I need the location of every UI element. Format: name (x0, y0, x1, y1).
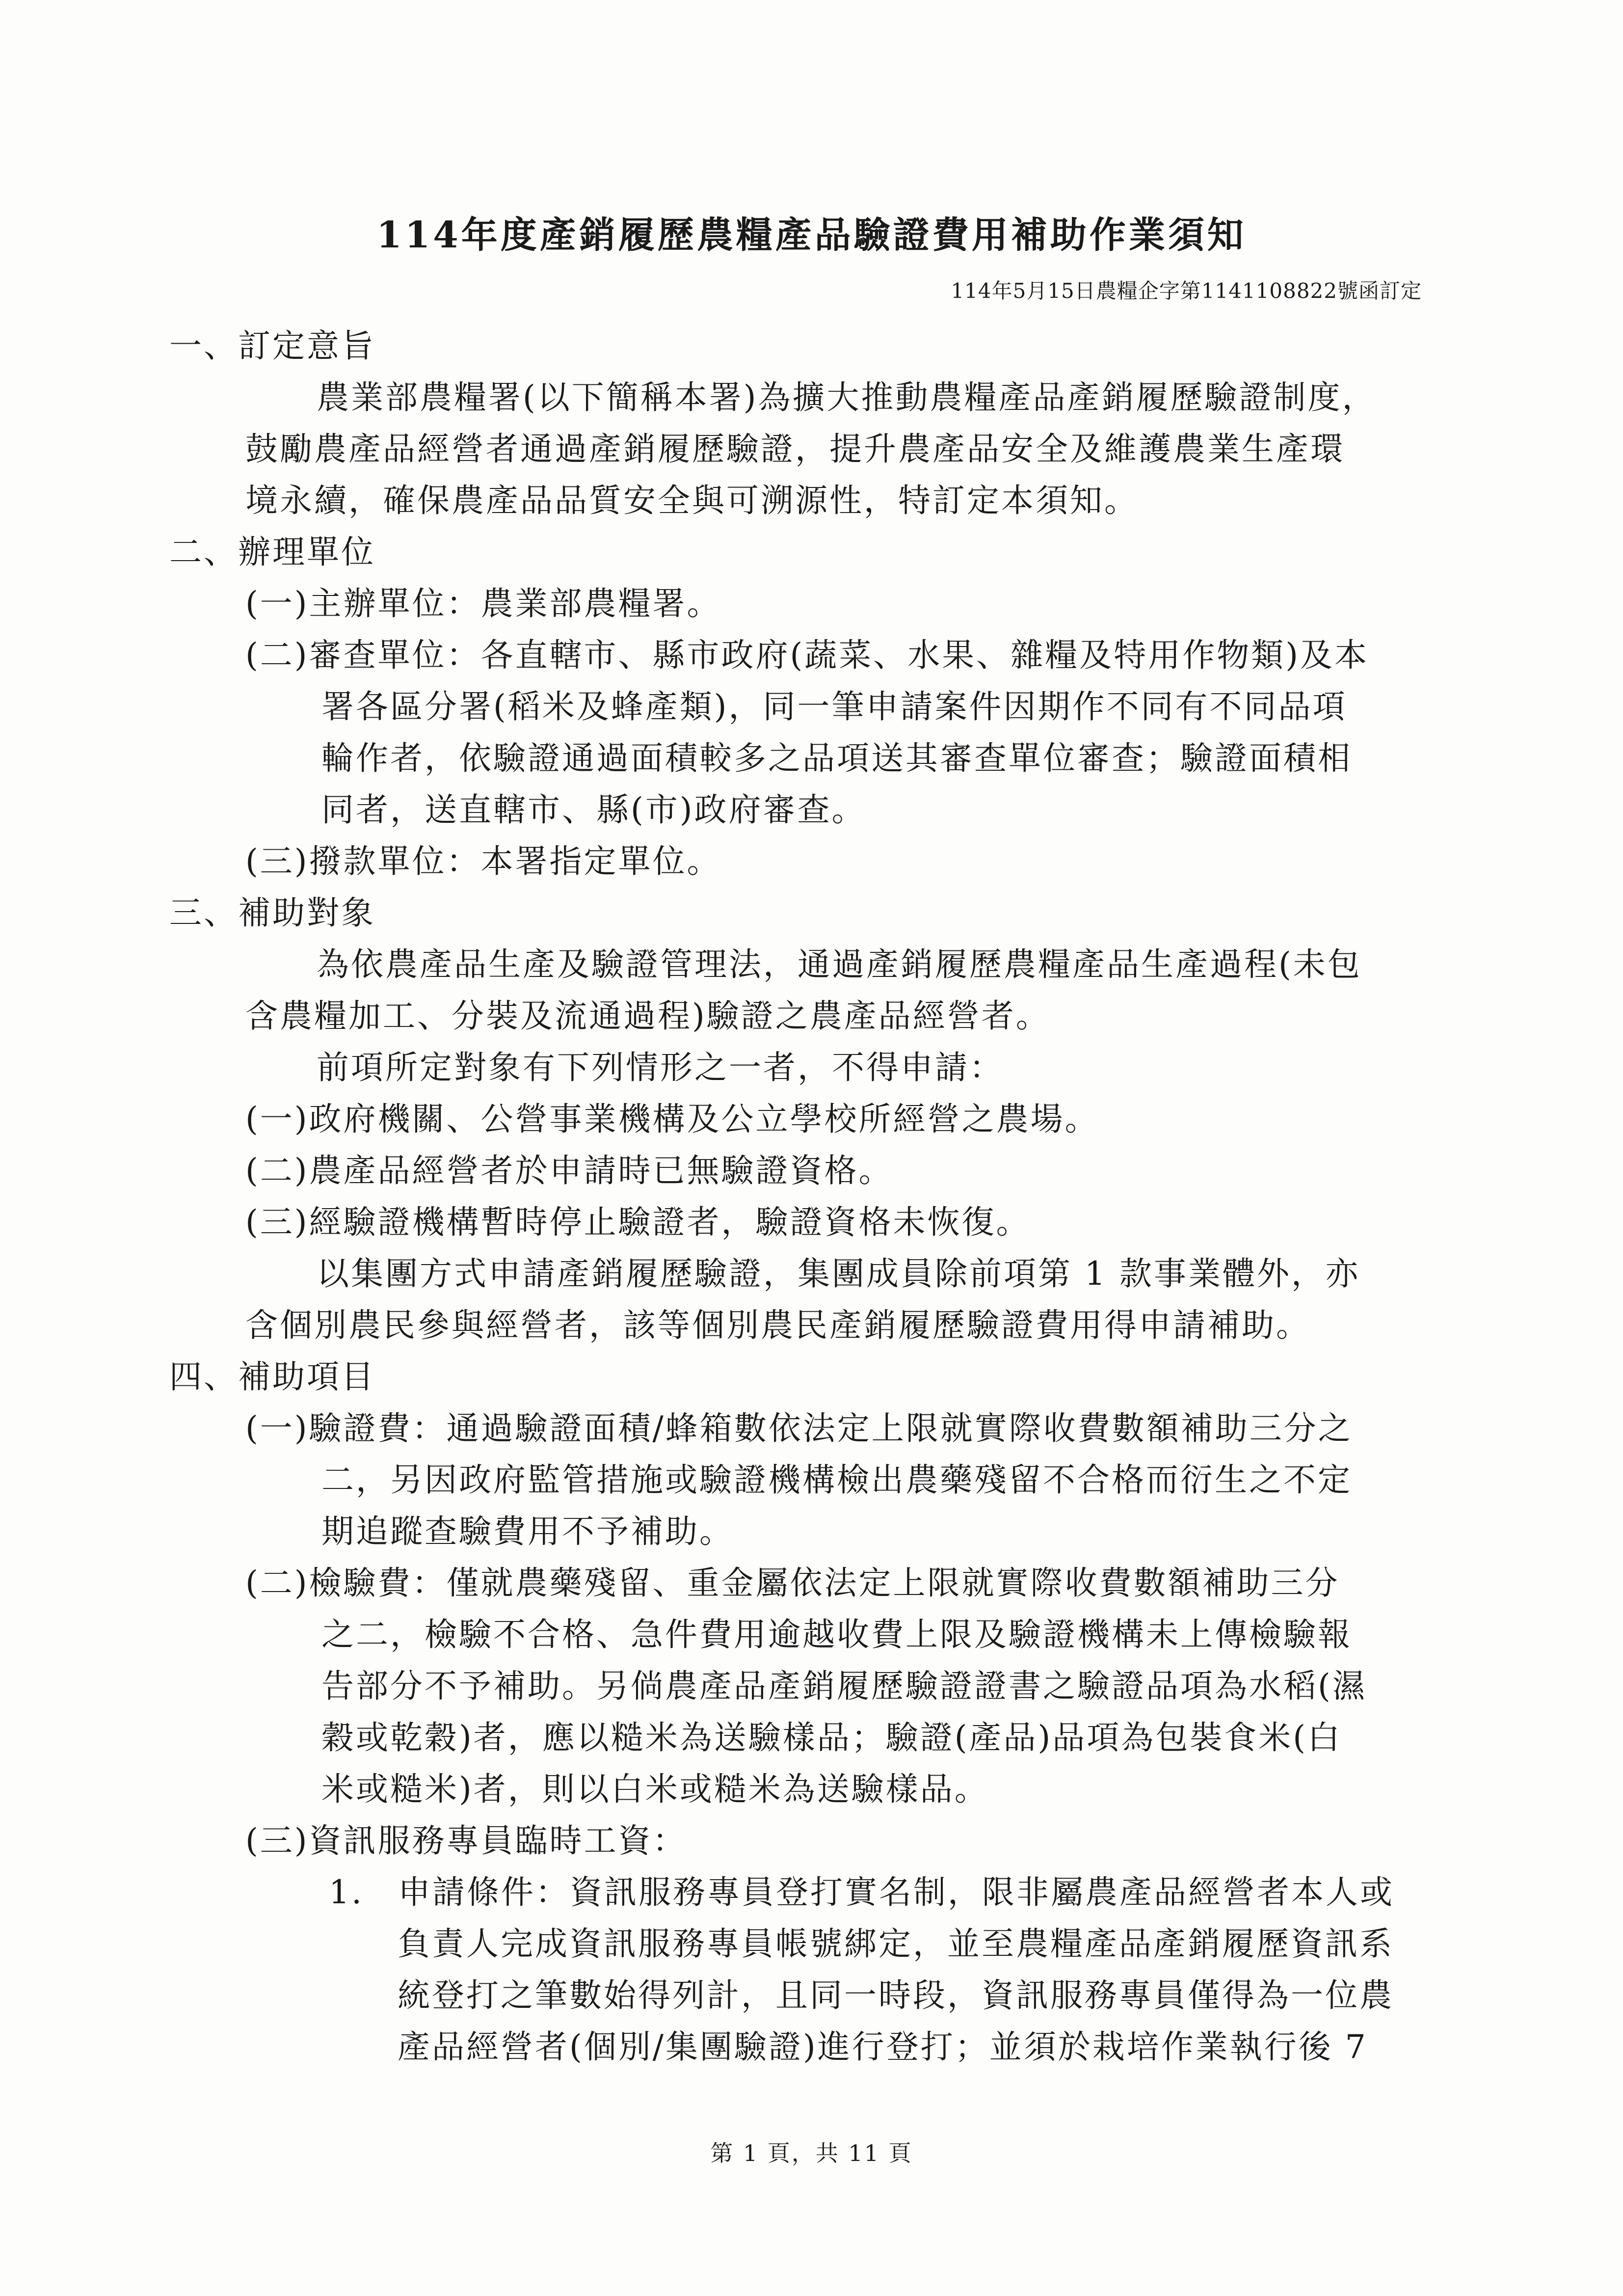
numbered-item-continued: 統登打之筆數始得列計，且同一時段，資訊服務專員僅得為一位農 (398, 1976, 1394, 2014)
list-item: (三)撥款單位：本署指定單位。 (245, 842, 721, 880)
page-footer: 第 1 頁，共 11 頁 (710, 2140, 913, 2166)
paragraph-line: 前項所定對象有下列情形之一者，不得申請： (317, 1049, 1004, 1086)
list-item: (三)資訊服務專員臨時工資： (245, 1822, 687, 1860)
list-item-continued: 同者，送直轄市、縣(市)政府審查。 (321, 791, 866, 829)
numbered-item: 1. 申請條件：資訊服務專員登打實名制，限非屬農產品經營者本人或 (329, 1873, 1394, 1911)
paragraph-line: 農業部農糧署(以下簡稱本署)為擴大推動農糧產品產銷履歷驗證制度， (317, 378, 1377, 416)
section-heading-4: 四、補助項目 (169, 1358, 375, 1396)
paragraph-line: 含個別農民參與經營者，該等個別農民產銷履歷驗證費用得申請補助。 (245, 1306, 1310, 1344)
document-title: 114年度產銷履歷農糧產品驗證費用補助作業須知 (376, 214, 1247, 256)
numbered-item-continued: 產品經營者(個別/集團驗證)進行登打；並須於栽培作業執行後 7 (398, 2028, 1368, 2066)
list-item-continued: 米或糙米)者，則以白米或糙米為送驗樣品。 (321, 1770, 989, 1808)
list-item-continued: 之二，檢驗不合格、急件費用逾越收費上限及驗證機構未上傳檢驗報 (321, 1616, 1352, 1653)
numbered-item-continued: 負責人完成資訊服務專員帳號綁定，並至農糧產品產銷履歷資訊系 (398, 1925, 1394, 1963)
list-item: (二)審查單位：各直轄市、縣市政府(蔬菜、水果、雜糧及特用作物類)及本 (245, 636, 1369, 674)
section-heading-1: 一、訂定意旨 (169, 327, 375, 365)
list-item: (一)主辦單位：農業部農糧署。 (245, 585, 721, 622)
section-heading-3: 三、補助對象 (169, 894, 375, 932)
list-item-continued: 告部分不予補助。另倘農產品產銷履歷驗證證書之驗證品項為水稻(濕 (321, 1667, 1367, 1705)
list-item: (三)經驗證機構暫時停止驗證者，驗證資格未恢復。 (245, 1203, 1031, 1241)
paragraph-line: 含農糧加工、分裝及流通過程)驗證之農產品經營者。 (245, 997, 1050, 1035)
list-item: (二)農產品經營者於申請時已無驗證資格。 (245, 1152, 893, 1189)
section-heading-2: 二、辦理單位 (169, 533, 375, 571)
order-reference: 114年5月15日農糧企字第1141108822號函訂定 (951, 279, 1422, 303)
list-item-continued: 期追蹤查驗費用不予補助。 (321, 1513, 734, 1550)
list-item: (一)政府機關、公營事業機構及公立學校所經營之農場。 (245, 1100, 1099, 1138)
list-item-continued: 署各區分署(稻米及蜂產類)，同一筆申請案件因期作不同有不同品項 (321, 688, 1347, 726)
paragraph-line: 以集團方式申請產銷履歷驗證，集團成員除前項第 1 款事業體外，亦 (317, 1255, 1360, 1293)
list-item: (二)檢驗費：僅就農藥殘留、重金屬依法定上限就實際收費數額補助三分 (245, 1564, 1340, 1602)
paragraph-line: 為依農產品生產及驗證管理法，通過產銷履歷農糧產品生產過程(未包 (317, 945, 1362, 983)
paragraph-line: 鼓勵農產品經營者通過產銷履歷驗證，提升農產品安全及維護農業生產環 (245, 430, 1345, 468)
list-item-continued: 二，另因政府監管措施或驗證機構檢出農藥殘留不合格而衍生之不定 (321, 1461, 1352, 1499)
list-item-continued: 輪作者，依驗證通過面積較多之品項送其審查單位審查；驗證面積相 (321, 739, 1352, 777)
list-item-continued: 穀或乾穀)者，應以糙米為送驗樣品；驗證(產品)品項為包裝食米(白 (321, 1719, 1342, 1756)
list-item: (一)驗證費：通過驗證面積/蜂箱數依法定上限就實際收費數額補助三分之 (245, 1409, 1353, 1447)
paragraph-line: 境永續，確保農產品品質安全與可溯源性，特訂定本須知。 (245, 482, 1139, 519)
